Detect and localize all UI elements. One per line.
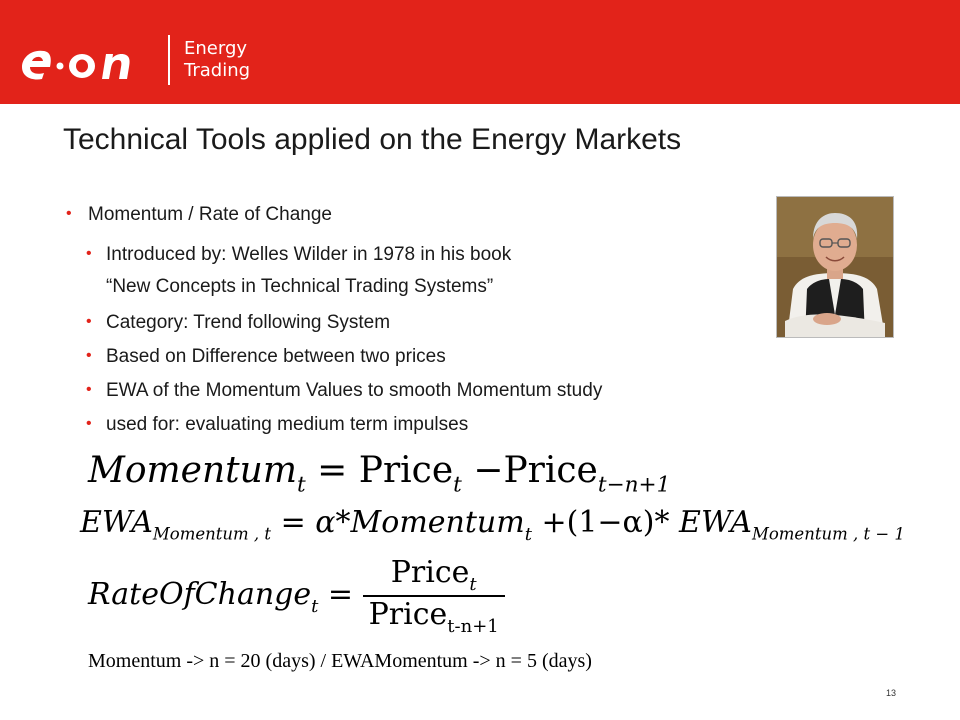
bullet-icon: • bbox=[66, 205, 72, 222]
formula-star: * bbox=[335, 505, 351, 540]
formula-ewa-term: EWA bbox=[679, 505, 752, 540]
formula-minus: − bbox=[473, 450, 504, 491]
bullet-icon: • bbox=[86, 381, 92, 398]
formula-den-sub: t-n+1 bbox=[447, 616, 499, 638]
slide-title: Technical Tools applied on the Energy Markets bbox=[63, 123, 682, 156]
formula-ewa-term-sub: Momentum , t − 1 bbox=[751, 524, 905, 544]
bullet-icon: • bbox=[86, 347, 92, 364]
bullet-icon: • bbox=[86, 313, 92, 330]
logo-divider bbox=[168, 35, 170, 85]
bullet-icon: • bbox=[86, 415, 92, 432]
bullet-continuation bbox=[106, 276, 493, 298]
eon-logo bbox=[18, 30, 250, 90]
formula-momentum-lhs: Momentum bbox=[88, 450, 297, 491]
formula-plus: + bbox=[541, 505, 567, 540]
formula-eq: = bbox=[317, 450, 348, 491]
bullet-text: “New Concepts in Technical Trading Systems” bbox=[106, 276, 494, 297]
page-number: 13 bbox=[886, 688, 897, 698]
bullet-text: Momentum / Rate of Change bbox=[88, 204, 332, 225]
bullet-text: Based on Difference between two prices bbox=[106, 346, 446, 367]
formula-ewa-lhs: EWA bbox=[80, 505, 153, 540]
formula-ewa-lhs-sub: Momentum , t bbox=[152, 524, 272, 544]
parameter-note: Momentum -> n = 20 (days) / EWAMomentum -> n = 5 (days) bbox=[88, 650, 592, 672]
formula-one-minus-alpha: (1−α) bbox=[566, 505, 655, 540]
logo-subtitle-line2: Trading bbox=[184, 60, 251, 81]
formula-eq: = bbox=[280, 505, 306, 540]
formula-roc bbox=[88, 555, 505, 637]
portrait-illustration bbox=[777, 197, 893, 337]
formula-den-price: Price bbox=[368, 597, 448, 633]
formula-num-price: Price bbox=[390, 555, 470, 590]
bullet-text: used for: evaluating medium term impulses bbox=[106, 414, 469, 435]
bullet-icon: • bbox=[86, 245, 92, 262]
formula-term2-sub: t−n+1 bbox=[597, 472, 671, 498]
formula-numerator bbox=[363, 555, 505, 597]
formula-momentum bbox=[88, 450, 670, 498]
formula-denominator bbox=[363, 597, 505, 637]
formula-roc-lhs: RateOfChange bbox=[88, 577, 312, 613]
formula-term1: Price bbox=[358, 450, 454, 491]
formula-fraction bbox=[363, 555, 505, 637]
formula-num-sub: t bbox=[469, 574, 477, 596]
logo-subtitle-line1: Energy bbox=[184, 38, 248, 59]
logo-subtitle bbox=[184, 38, 250, 82]
eon-logo-mark bbox=[18, 37, 158, 83]
bullet-text: EWA of the Momentum Values to smooth Momentum study bbox=[106, 380, 603, 401]
bullet-text: Category: Trend following System bbox=[106, 312, 391, 333]
portrait-photo bbox=[776, 196, 894, 338]
formula-term2: Price bbox=[503, 450, 598, 491]
formula-mom-sub: t bbox=[524, 524, 532, 546]
formula-term1-sub: t bbox=[453, 472, 462, 498]
formula-roc-lhs-sub: t bbox=[311, 596, 319, 618]
formula-eq: = bbox=[327, 577, 354, 613]
formula-mom: Momentum bbox=[350, 505, 525, 540]
formula-alpha: α bbox=[315, 505, 336, 540]
formula-star2: * bbox=[654, 505, 670, 540]
header-bar bbox=[0, 0, 960, 104]
bullet-text: Introduced by: Welles Wilder in 1978 in his book bbox=[106, 244, 512, 265]
formula-ewa bbox=[80, 505, 905, 545]
formula-momentum-lhs-sub: t bbox=[296, 472, 306, 498]
